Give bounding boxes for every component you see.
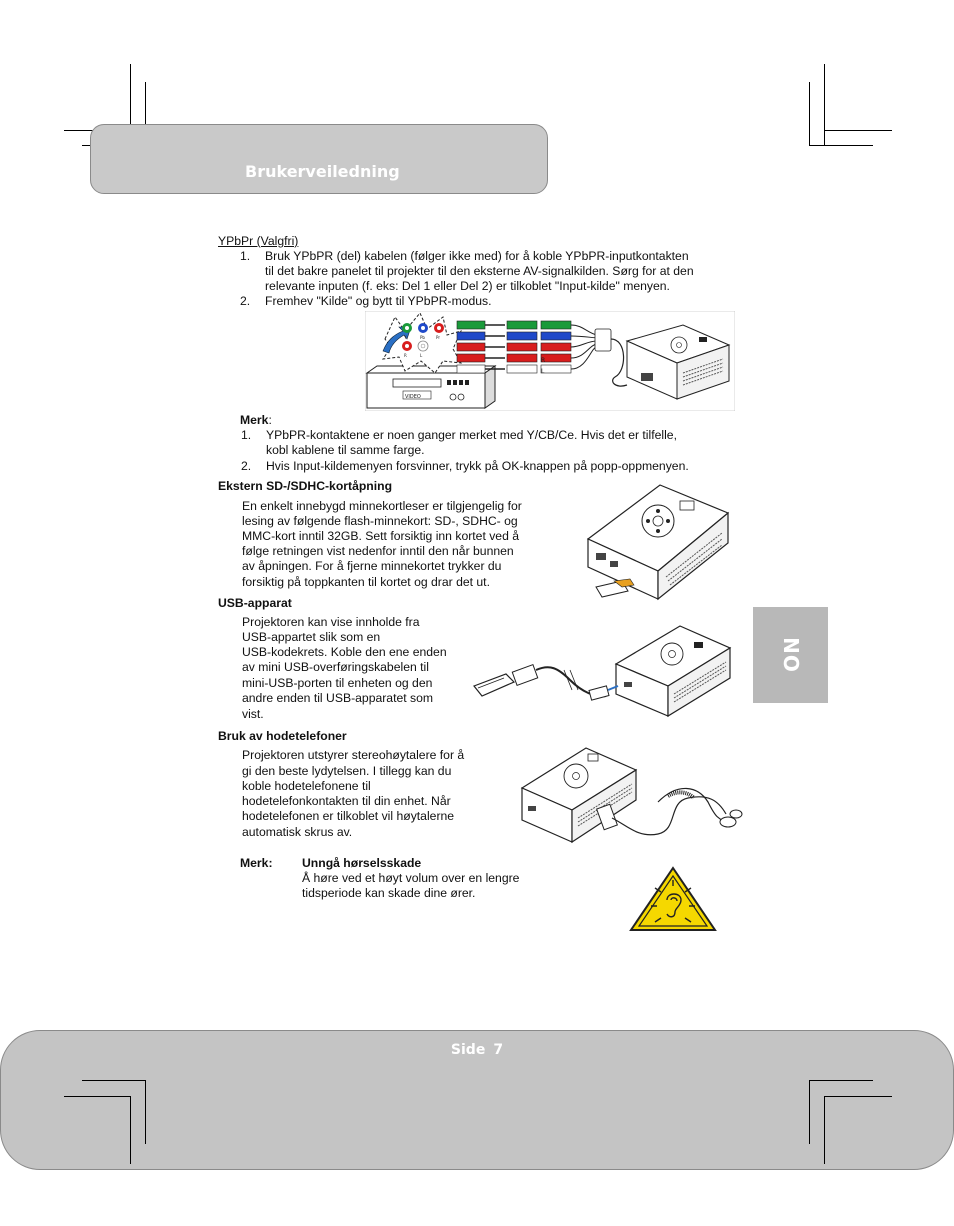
sd-text: MMC-kort inntil 32GB. Sett forsiktig inn kortet ved å (242, 529, 520, 543)
headphones-text: hodetelefonkontakten til din enhet. Når (242, 794, 451, 808)
warning-label: Merk: (240, 856, 273, 870)
usb-heading: USB-apparat (218, 596, 292, 610)
step-text: relevante inputen (f. eks: Del 1 eller Del 2) er tilkoblet "Input-kilde" menyen. (265, 279, 670, 293)
step-number: 1. (240, 249, 251, 263)
step-text: til det bakre panelet til projekter til den eksterne AV-signalkilden. Sørg for at den (265, 264, 694, 278)
jack-label-pb: Pb (420, 335, 425, 340)
crop-mark (145, 1080, 146, 1144)
crop-mark (824, 64, 825, 146)
sd-text: av åpningen. For å fjerne minnekortet trykker du (242, 559, 502, 573)
sd-card-insertion-illustration (582, 481, 732, 603)
usb-text: Projektoren kan vise innholde fra (242, 615, 420, 629)
note-text: Hvis Input-kildemenyen forsvinner, trykk på OK-knappen på popp-oppmenyen. (266, 459, 689, 473)
headphones-text: hodetelefonen er tilkoblet vil høytalerne (242, 809, 455, 823)
note-label: Merk: (240, 413, 272, 427)
headphones-text: Projektoren utstyrer stereohøytalere for å (242, 748, 465, 762)
headphones-connection-illustration (518, 742, 744, 848)
headphones-heading: Bruk av hodetelefoner (218, 729, 347, 743)
crop-mark (809, 82, 810, 146)
crop-mark (809, 1080, 810, 1144)
page-header-title: Brukerveiledning (245, 162, 400, 181)
crop-mark (809, 1080, 873, 1081)
crop-mark (82, 1080, 146, 1081)
usb-text: USB-kodekrets. Koble den ene enden (242, 645, 447, 659)
jack-label-y: Y (404, 335, 407, 340)
warning-text: tidsperiode kan skade dine ører. (302, 886, 476, 900)
note-number: 1. (241, 428, 252, 442)
crop-mark (824, 1096, 892, 1097)
usb-text: vist. (242, 707, 264, 721)
usb-text: andre enden til USB-apparatet som (242, 691, 434, 705)
connector-label-r: R (541, 357, 546, 364)
warning-text: Å høre ved et høyt volum over en lengre (302, 871, 520, 885)
header-tab (90, 124, 548, 194)
usb-text: mini-USB-porten til enheten og den (242, 676, 433, 690)
jack-label-l: L (420, 353, 423, 358)
note-text: kobl kablene til samme farge. (266, 443, 425, 457)
step-text: Fremhev "Kilde" og bytt til YPbPR-modus. (265, 294, 492, 308)
headphones-text: koble hodetelefonene til (242, 779, 371, 793)
sd-text: forsiktig på toppkanten til kortet og drar det ut. (242, 575, 490, 589)
dvd-player-logo: VIDEO (405, 394, 421, 400)
headphones-text: automatisk skrus av. (242, 825, 353, 839)
usb-text: USB-appartet slik som en (242, 630, 381, 644)
ypbpr-connection-diagram (365, 311, 735, 411)
sd-text: følge retningen vist nedenfor inntil den når bunnen (242, 544, 514, 558)
step-number: 2. (240, 294, 251, 308)
sd-heading: Ekstern SD-/SDHC-kortåpning (218, 479, 393, 493)
warning-title: Unngå hørselsskade (302, 856, 422, 870)
crop-mark (809, 145, 873, 146)
sd-text: En enkelt innebygd minnekortleser er tilgjengelig for (242, 499, 522, 513)
jack-label-r: R (404, 353, 407, 358)
crop-mark (64, 1096, 131, 1097)
ypbpr-heading: YPbPr (Valgfri) (218, 234, 299, 248)
crop-mark (824, 130, 892, 131)
note-number: 2. (241, 459, 252, 473)
language-tab-label: NO (778, 637, 803, 673)
headphones-text: gi den beste lydytelsen. I tillegg kan du (242, 764, 452, 778)
hearing-damage-warning-icon (629, 866, 717, 932)
crop-mark (130, 1096, 131, 1164)
note-text: YPbPR-kontaktene er noen ganger merket med Y/CB/Ce. Hvis det er tilfelle, (266, 428, 677, 442)
connector-label-l: L (541, 368, 545, 375)
crop-mark (824, 1096, 825, 1164)
usb-text: av mini USB-overføringskabelen til (242, 660, 429, 674)
usb-connection-illustration (466, 624, 734, 722)
page-number: Side 7 (450, 1042, 504, 1058)
sd-text: lesing av følgende flash-minnekort: SD-, SDHC- og (242, 514, 518, 528)
step-text: Bruk YPbPR (del) kabelen (følger ikke med) for å koble YPbPR-inputkontakten (265, 249, 689, 263)
jack-label-pr: Pr (436, 335, 440, 340)
